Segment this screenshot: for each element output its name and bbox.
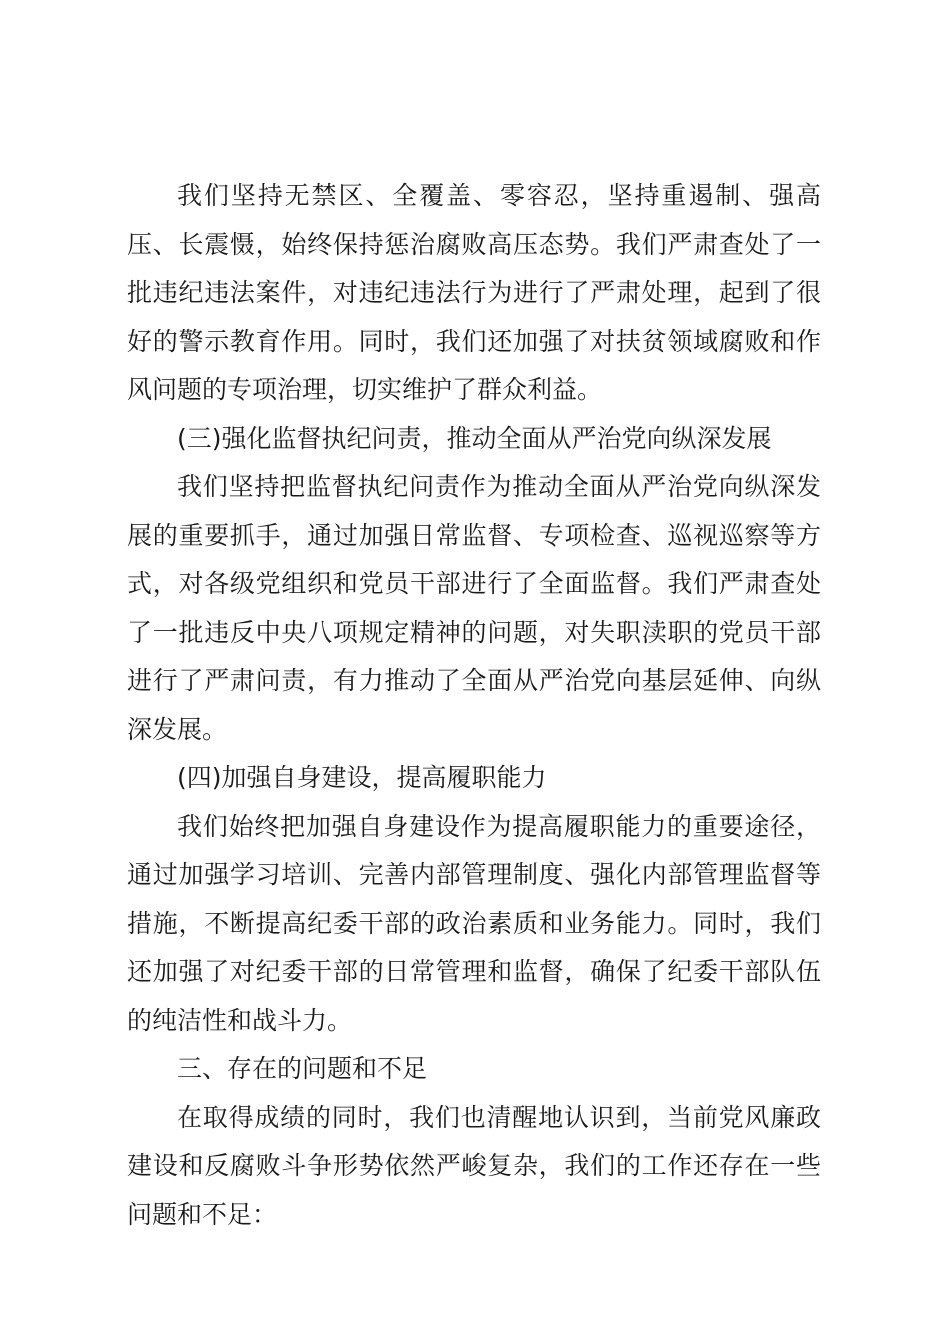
document-body: [127, 172, 821, 1239]
paragraph-self-building: 我们始终把加强自身建设作为提高履职能力的重要途径，通过加强学习培训、完善内部管理制度、强化内部管理监督等措施，不断提高纪委干部的政治素质和业务能力。同时，我们还加强了对纪委干部的日常管理和监督，确保了纪委干部队伍的纯洁性和战斗力。: [127, 811, 821, 1035]
paragraph-supervision: 我们坚持把监督执纪问责作为推动全面从严治党向纵深发展的重要抓手，通过加强日常监督、专项检查、巡视巡察等方式，对各级党组织和党员干部进行了全面监督。我们严肃查处了一批违反中央八项规定精神的问题，对失职渎职的党员干部进行了严肃问责，有力推动了全面从严治党向基层延伸、向纵深发展。: [127, 472, 821, 744]
section-heading-problems: 三、存在的问题和不足: [177, 1054, 428, 1083]
paragraph-anti-corruption: 我们坚持无禁区、全覆盖、零容忍，坚持重遏制、强高压、长震慑，始终保持惩治腐败高压态势。我们严肃查处了一批违纪违法案件，对违纪违法行为进行了严肃处理，起到了很好的警示教育作用。同时，我们还加强了对扶贫领域腐败和作风问题的专项治理，切实维护了群众利益。: [127, 181, 821, 404]
paragraph-problems: 在取得成绩的同时，我们也清醒地认识到，当前党风廉政建设和反腐败斗争形势依然严峻复杂，我们的工作还存在一些问题和不足：: [127, 1102, 821, 1229]
section-heading-self-building: (四)加强自身建设，提高履职能力: [177, 763, 547, 792]
section-heading-supervision: (三)强化监督执纪问责，推动全面从严治党向纵深发展: [177, 423, 772, 453]
